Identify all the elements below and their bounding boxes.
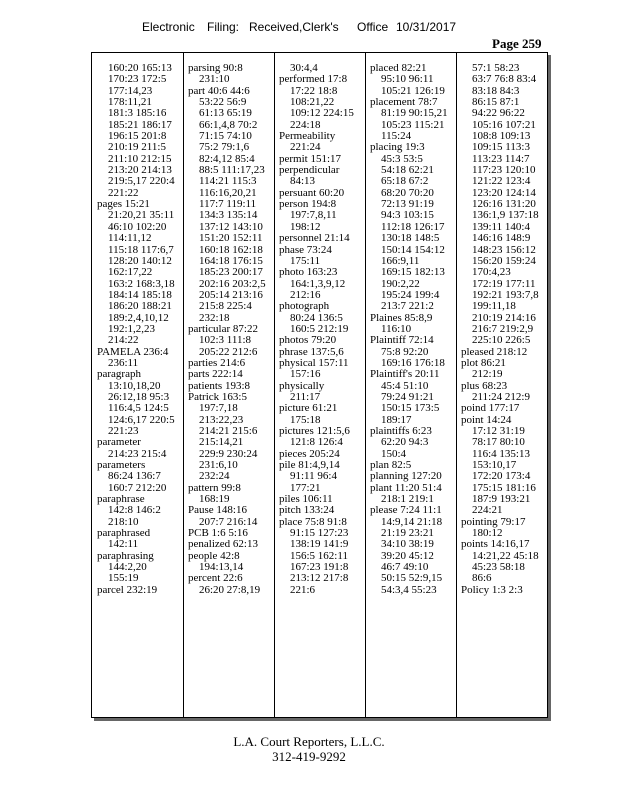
index-entry-line: 117:7 119:11 (199, 198, 257, 211)
index-entry-line: 169:16 176:18 (381, 356, 445, 369)
index-entry-line: 45:3 53:5 (381, 152, 423, 165)
index-entry-line: 169:15 182:13 (381, 266, 445, 279)
index-entry-line: 65:18 67:2 (381, 175, 429, 188)
index-entry-line: photograph (279, 300, 330, 313)
index-entry-line: 54:3,4 55:23 (381, 583, 437, 596)
index-entry-line: 197:7,8,11 (290, 209, 337, 222)
index-entry-line: 121:8 126:4 (290, 436, 343, 449)
index-entry-line: point 14:24 (461, 413, 512, 426)
index-entry-line: paragraph (97, 368, 141, 381)
index-entry-line: 53:22 56:9 (199, 96, 247, 109)
index-entry-line: 163:2 168:3,18 (108, 277, 175, 290)
index-entry-line: 66:1,4,8 70:2 (199, 118, 258, 131)
index-entry-line: paraphrased (97, 527, 151, 540)
index-entry-line: photos 79:20 (279, 334, 337, 347)
index-entry-line: 61:13 65:19 (199, 107, 252, 120)
index-entry-line: 116:10 (381, 322, 412, 335)
index-entry-line: 229:9 230:24 (199, 447, 258, 460)
header-electronic: Electronic (142, 20, 195, 34)
index-entry-line: 144:2,20 (108, 561, 147, 574)
index-entry-line: 211:10 212:15 (108, 152, 172, 165)
index-entry-line: 116:4,5 124:5 (108, 402, 169, 415)
index-entry-line: 75:2 79:1,6 (199, 141, 250, 154)
index-entry-line: 221:22 (108, 186, 139, 199)
index-entry-line: 177:21 (290, 481, 321, 494)
index-entry-line: 187:9 193:21 (472, 493, 531, 506)
index-entry-line: 175:18 (290, 413, 321, 426)
index-entry-line: 236:11 (108, 356, 139, 369)
index-entry-line: penalized 62:13 (188, 538, 258, 551)
index-entry-line: 156:5 162:11 (290, 549, 348, 562)
index-entry-line: pointing 79:17 (461, 515, 526, 528)
index-entry-line: placement 78:7 (370, 96, 438, 109)
index-entry-line: 148:23 156:12 (472, 243, 536, 256)
index-entry-line: 190:2,22 (381, 277, 420, 290)
index-entry-line: 224:18 (290, 118, 321, 131)
index-entry-line: 109:12 224:15 (290, 107, 354, 120)
index-entry-line: Pause 148:16 (188, 504, 247, 517)
index-entry-line: 215:8 225:4 (199, 300, 252, 313)
index-entry-line: phrase 137:5,6 (279, 345, 344, 358)
index-entry-line: 39:20 45:12 (381, 549, 434, 562)
index-entry-line: photo 163:23 (279, 266, 338, 279)
index-entry-line: 211:17 (290, 390, 321, 403)
index-entry-line: PAMELA 236:4 (97, 345, 169, 358)
index-entry-line: 126:16 131:20 (472, 198, 536, 211)
index-entry-line: 175:15 181:16 (472, 481, 536, 494)
index-entry-line: 192:21 193:7,8 (472, 288, 539, 301)
index-entry-line: 196:15 201:8 (108, 130, 167, 143)
index-entry-line: plot 86:21 (461, 356, 506, 369)
index-entry-line: 138:19 141:9 (290, 538, 349, 551)
index-entry-line: 232:18 (199, 311, 230, 324)
column-divider (274, 53, 275, 717)
index-entry-line: 109:15 113:3 (472, 141, 530, 154)
index-entry-line: parcel 232:19 (97, 583, 158, 596)
index-entry-line: 224:21 (472, 504, 503, 517)
header-filing: Filing: (207, 20, 240, 34)
index-entry-line: 115:24 (381, 130, 412, 143)
index-entry-line: 207:7 216:14 (199, 515, 258, 528)
index-entry-line: 156:20 159:24 (472, 254, 536, 267)
index-entry-line: pile 81:4,9,14 (279, 459, 340, 472)
index-entry-line: 151:20 152:11 (199, 232, 263, 245)
index-entry-line: place 75:8 91:8 (279, 515, 347, 528)
index-entry-line: patients 193:8 (188, 379, 251, 392)
index-entry-line: 157:16 (290, 368, 321, 381)
index-entry-line: particular 87:22 (188, 322, 258, 335)
index-entry-line: plaintiffs 6:23 (370, 425, 432, 437)
index-entry-line: picture 61:21 (279, 402, 338, 415)
index-entry-line: Permeability (279, 130, 336, 143)
index-entry-line: 95:10 96:11 (381, 73, 434, 86)
index-entry-line: Plaines 85:8,9 (370, 311, 433, 324)
index-entry-line: pitch 133:24 (279, 504, 335, 517)
index-entry-line: 142:8 146:2 (108, 504, 161, 517)
index-frame (91, 52, 548, 718)
index-entry-line: pages 15:21 (97, 198, 150, 211)
index-entry-line: 175:11 (290, 254, 321, 267)
index-entry-line: 160:20 165:13 (108, 62, 172, 74)
index-entry-line: permit 151:17 (279, 152, 342, 165)
index-entry-line: 21:19 23:21 (381, 527, 434, 540)
index-entry-line: Policy 1:3 2:3 (461, 583, 523, 596)
index-entry-line: parties 214:6 (188, 356, 246, 369)
index-entry-line: 170:4,23 (472, 266, 511, 279)
index-entry-line: 221:23 (108, 425, 139, 437)
index-entry-line: 178:11,21 (108, 96, 152, 109)
index-entry-line: 221:6 (290, 583, 316, 596)
index-entry-line: 84:13 (290, 175, 316, 188)
index-entry-line: piles 106:11 (279, 493, 333, 506)
index-entry-line: 160:5 212:19 (290, 322, 349, 335)
index-entry-line: parsing 90:8 (188, 62, 243, 74)
footer-company: L.A. Court Reporters, L.L.C. (233, 734, 385, 749)
index-entry-line: paraphrasing (97, 549, 154, 562)
index-entry-line: plant 11:20 51:4 (370, 481, 442, 494)
index-entry-line: 30:4,4 (290, 62, 318, 74)
index-entry-line: 105:16 107:21 (472, 118, 536, 131)
index-entry-line: 79:24 91:21 (381, 390, 434, 403)
index-entry-line: 88:5 111:17,23 (199, 164, 265, 177)
index-entry-line: 130:18 148:5 (381, 232, 440, 245)
index-entry-line: 189:17 (381, 413, 412, 426)
index-entry-line: 17:12 31:19 (472, 425, 525, 437)
index-entry-line: 212:16 (290, 288, 321, 301)
index-entry-line: 45:23 58:18 (472, 561, 525, 574)
index-entry-line: 91:15 127:23 (290, 527, 349, 540)
index-column-2 (188, 63, 266, 596)
index-entry-line: 210:19 214:16 (472, 311, 536, 324)
index-entry-line: pleased 218:12 (461, 345, 528, 358)
index-entry-line: 81:19 90:15,21 (381, 107, 448, 120)
index-entry-line: 82:4,12 85:4 (199, 152, 255, 165)
index-entry-line: parameters (97, 459, 146, 472)
index-entry-line: 14:21,22 45:18 (472, 549, 539, 562)
index-entry-line: 185:23 200:17 (199, 266, 263, 279)
index-entry-line: Plaintiff 72:14 (370, 334, 434, 347)
index-entry-line: 189:2,4,10,12 (108, 311, 169, 324)
index-entry-line: 214:21 215:6 (199, 425, 258, 437)
index-entry-line: 162:17,22 (108, 266, 153, 279)
index-entry-line: 112:18 126:17 (381, 220, 445, 233)
index-entry-line: PCB 1:6 5:16 (188, 527, 248, 540)
index-entry-line: poind 177:17 (461, 402, 520, 415)
index-entry-line: please 7:24 11:1 (370, 504, 442, 517)
index-entry-line: placed 82:21 (370, 62, 427, 74)
index-column-1 (97, 63, 175, 596)
index-entry-line: plus 68:23 (461, 379, 508, 392)
index-entry-line: 26:12,18 95:3 (108, 390, 170, 403)
index-entry-line: 13:10,18,20 (108, 379, 161, 392)
index-entry-line: 167:23 191:8 (290, 561, 349, 574)
index-entry-line: 136:1,9 137:18 (472, 209, 539, 222)
index-entry-line: 54:18 62:21 (381, 164, 434, 177)
index-entry-line: 212:19 (472, 368, 503, 381)
index-entry-line: points 14:16,17 (461, 538, 530, 551)
index-entry-line: perpendicular (279, 164, 340, 177)
index-entry-line: 80:24 136:5 (290, 311, 343, 324)
index-entry-line: 71:15 74:10 (199, 130, 252, 143)
index-entry-line: pattern 99:8 (188, 481, 241, 494)
index-entry-line: plan 82:5 (370, 459, 412, 472)
index-entry-line: 185:21 186:17 (108, 118, 172, 131)
index-entry-line: 14:9,14 21:18 (381, 515, 443, 528)
index-entry-line: 219:5,17 220:4 (108, 175, 175, 188)
index-entry-line: percent 22:6 (188, 572, 243, 585)
index-entry-line: 115:18 117:6,7 (108, 243, 174, 256)
index-entry-line: 78:17 80:10 (472, 436, 525, 449)
index-entry-line: pictures 121:5,6 (279, 425, 350, 437)
index-entry-line: 114:21 115:3 (199, 175, 257, 188)
index-entry-line: 105:21 126:19 (381, 84, 445, 97)
index-entry-line: parameter (97, 436, 141, 449)
index-entry-line: phase 73:24 (279, 243, 332, 256)
index-entry-line: 114:11,12 (108, 232, 152, 245)
index-entry-line: 186:20 188:21 (108, 300, 172, 313)
index-entry-line: 218:1 219:1 (381, 493, 434, 506)
index-entry-line: 108:8 109:13 (472, 130, 531, 143)
index-entry-line: 26:20 27:8,19 (199, 583, 261, 596)
index-entry-line: parts 222:14 (188, 368, 243, 381)
index-entry-line: 86:15 87:1 (472, 96, 520, 109)
index-entry-line: 68:20 70:20 (381, 186, 434, 199)
index-entry-line: 195:24 199:4 (381, 288, 440, 301)
index-entry-line: 211:24 212:9 (472, 390, 530, 403)
index-column-4 (370, 63, 448, 596)
index-entry-line: 34:10 38:19 (381, 538, 434, 551)
index-entry-line: 17:22 18:8 (290, 84, 338, 97)
index-entry-line: 197:7,18 (199, 402, 238, 415)
index-entry-line: 91:11 96:4 (290, 470, 337, 483)
index-entry-line: persuant 60:20 (279, 186, 345, 199)
index-entry-line: 225:10 226:5 (472, 334, 531, 347)
index-entry-line: 150:4 (381, 447, 407, 460)
header-received: Received,Clerk's (249, 20, 339, 34)
index-entry-line: 72:13 91:19 (381, 198, 434, 211)
index-entry-line: 213:22,23 (199, 413, 244, 426)
index-entry-line: 105:23 115:21 (381, 118, 445, 131)
index-entry-line: 192:1,2,23 (108, 322, 156, 335)
index-entry-line: 231:10 (199, 73, 230, 86)
index-entry-line: 180:12 (472, 527, 503, 540)
index-entry-line: 57:1 58:23 (472, 62, 520, 74)
index-entry-line: 134:3 135:14 (199, 209, 258, 222)
index-entry-line: physical 157:11 (279, 356, 349, 369)
index-entry-line: placing 19:3 (370, 141, 425, 154)
index-entry-line: 231:6,10 (199, 459, 238, 472)
index-entry-line: 150:14 154:12 (381, 243, 445, 256)
index-entry-line: 137:12 143:10 (199, 220, 263, 233)
index-entry-line: 46:10 102:20 (108, 220, 167, 233)
index-entry-line: 205:22 212:6 (199, 345, 258, 358)
index-entry-line: 117:23 120:10 (472, 164, 536, 177)
index-entry-line: 21:20,21 35:11 (108, 209, 175, 222)
index-entry-line: Patrick 163:5 (188, 390, 247, 403)
index-entry-line: 108:21,22 (290, 96, 335, 109)
index-entry-line: 199:11,18 (472, 300, 516, 313)
index-entry-line: 213:12 217:8 (290, 572, 349, 585)
footer-phone: 312-419-9292 (272, 749, 346, 764)
index-entry-line: 62:20 94:3 (381, 436, 429, 449)
index-entry-line: 86:24 136:7 (108, 470, 161, 483)
index-entry-line: 213:20 214:13 (108, 164, 172, 177)
index-entry-line: 153:10,17 (472, 459, 517, 472)
index-entry-line: 128:20 140:12 (108, 254, 172, 267)
index-entry-line: 168:19 (199, 493, 230, 506)
index-entry-line: 86:6 (472, 572, 492, 585)
index-entry-line: 46:7 49:10 (381, 561, 429, 574)
index-entry-line: 213:7 221:2 (381, 300, 434, 313)
index-entry-line: 170:23 172:5 (108, 73, 167, 86)
index-entry-line: 198:12 (290, 220, 321, 233)
index-entry-line: 166:9,11 (381, 254, 420, 267)
index-entry-line: 113:23 114:7 (472, 152, 530, 165)
index-entry-line: 215:14,21 (199, 436, 244, 449)
index-entry-line: 184:14 185:18 (108, 288, 172, 301)
index-entry-line: 160:7 212:20 (108, 481, 167, 494)
index-entry-line: 45:4 51:10 (381, 379, 429, 392)
index-entry-line: planning 127:20 (370, 470, 442, 483)
index-column-3 (279, 63, 354, 596)
index-entry-line: 160:18 162:18 (199, 243, 263, 256)
index-entry-line: 202:16 203:2,5 (199, 277, 266, 290)
index-entry-line: 216:7 219:2,9 (472, 322, 534, 335)
index-entry-line: 172:19 177:11 (472, 277, 536, 290)
column-divider (183, 53, 184, 717)
header-date: 10/31/2017 (396, 20, 457, 34)
header-office: Office (357, 20, 389, 34)
index-entry-line: paraphrase (97, 493, 145, 506)
index-entry-line: 94:22 96:22 (472, 107, 525, 120)
index-entry-line: 155:19 (108, 572, 139, 585)
index-entry-line: personnel 21:14 (279, 232, 350, 245)
index-entry-line: 172:20 173:4 (472, 470, 531, 483)
index-entry-line: 232:24 (199, 470, 230, 483)
index-entry-line: 218:10 (108, 515, 139, 528)
index-entry-line: person 194:8 (279, 198, 337, 211)
index-entry-line: Plaintiff's 20:11 (370, 368, 440, 381)
index-entry-line: 123:20 124:14 (472, 186, 536, 199)
index-entry-line: part 40:6 44:6 (188, 84, 250, 97)
index-entry-line: 124:6,17 220:5 (108, 413, 175, 426)
page-number: Page 259 (492, 36, 542, 51)
index-entry-line: 139:11 140:4 (472, 220, 530, 233)
index-entry-line: 205:14 213:16 (199, 288, 263, 301)
index-column-5 (461, 63, 539, 596)
column-divider (365, 53, 366, 717)
index-entry-line: 181:3 185:16 (108, 107, 167, 120)
index-entry-line: 214:22 (108, 334, 139, 347)
index-entry-line: 63:7 76:8 83:4 (472, 73, 537, 86)
index-entry-line: 214:23 215:4 (108, 447, 167, 460)
index-entry-line: 102:3 111:8 (199, 334, 252, 347)
index-entry-line: 142:11 (108, 538, 139, 551)
index-entry-line: 121:22 123:4 (472, 175, 531, 188)
index-entry-line: 75:8 92:20 (381, 345, 429, 358)
index-entry-line: 194:13,14 (199, 561, 244, 574)
index-entry-line: 50:15 52:9,15 (381, 572, 443, 585)
index-entry-line: 177:14,23 (108, 84, 153, 97)
index-entry-line: performed 17:8 (279, 73, 348, 86)
index-entry-line: 164:1,3,9,12 (290, 277, 346, 290)
column-divider (456, 53, 457, 717)
index-entry-line: 94:3 103:15 (381, 209, 434, 222)
index-entry-line: pieces 205:24 (279, 447, 340, 460)
index-entry-line: 164:18 176:15 (199, 254, 263, 267)
index-entry-line: physically (279, 379, 325, 392)
index-entry-line: 150:15 173:5 (381, 402, 440, 415)
index-entry-line: 221:24 (290, 141, 321, 154)
index-entry-line: people 42:8 (188, 549, 240, 562)
index-entry-line: 210:19 211:5 (108, 141, 166, 154)
index-entry-line: 116:4 135:13 (472, 447, 530, 460)
index-entry-line: 116:16,20,21 (199, 186, 257, 199)
index-entry-line: 146:16 148:9 (472, 232, 531, 245)
index-entry-line: 83:18 84:3 (472, 84, 520, 97)
